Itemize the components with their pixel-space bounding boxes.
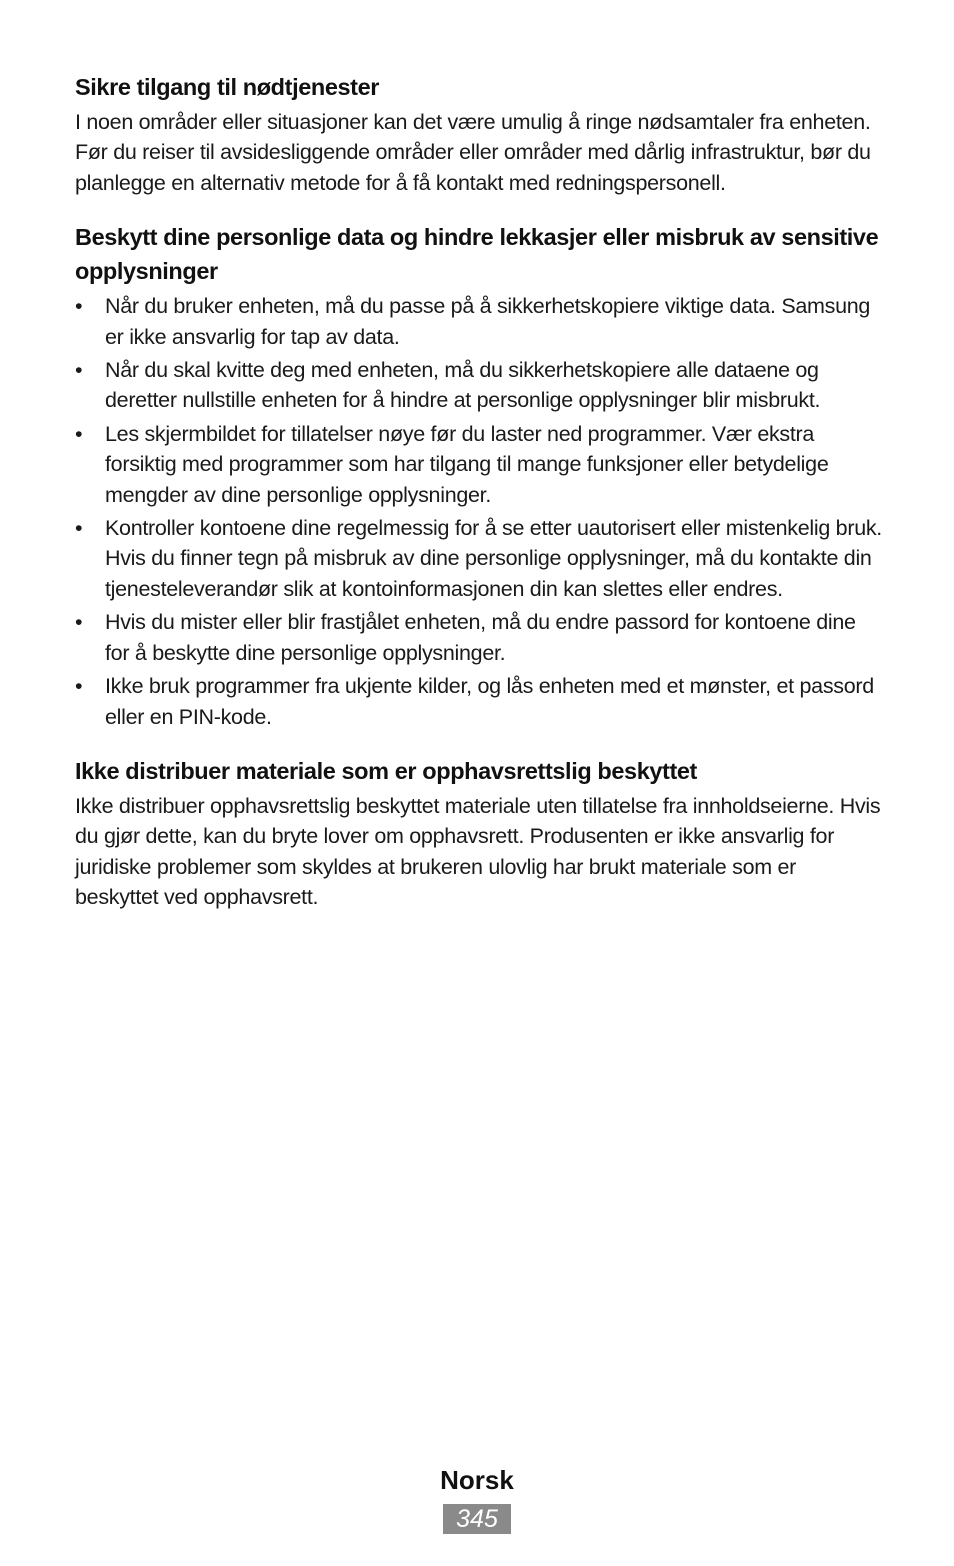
language-label: Norsk: [440, 1465, 514, 1495]
list-item: [75, 419, 885, 510]
section-emergency-access: [75, 70, 885, 198]
section-paragraph: I noen områder eller situasjoner kan det være umulig å ringe nødsamtaler fra enheten. Før du reiser til avsidesliggende områder eller områder med dårlig infrastruktur, bør du planlegge en alternativ metode for å få kontakt med redningspersonell.: [75, 110, 871, 195]
page-number: 345: [443, 1504, 511, 1534]
list-item-text: Hvis du mister eller blir frastjålet enheten, må du endre passord for kontoene dine for å beskytte dine personlige opplysninger.: [105, 610, 856, 665]
list-item: [75, 607, 885, 668]
list-item: [75, 291, 885, 352]
list-item: [75, 355, 885, 416]
list-item-text: Les skjermbildet for tillatelser nøye før du laster ned programmer. Vær ekstra forsiktig med programmer som har tilgang til mange funksjoner eller betydelige mengder av dine personlige opplysninger.: [105, 421, 829, 507]
page-content: [75, 70, 885, 935]
section-heading: Ikke distribuer materiale som er opphavsrettslig beskyttet: [75, 757, 697, 784]
bullet-icon: •: [75, 516, 83, 541]
bullet-icon: •: [75, 421, 83, 446]
section-heading: Beskytt dine personlige data og hindre lekkasjer eller misbruk av sensitive opplysninger: [75, 224, 879, 285]
section-heading: Sikre tilgang til nødtjenester: [75, 74, 379, 100]
bullet-icon: •: [75, 358, 83, 383]
bullet-icon: •: [75, 674, 83, 699]
bullet-icon: •: [75, 294, 83, 319]
page-footer: [0, 1462, 954, 1534]
section-paragraph: Ikke distribuer opphavsrettslig beskyttet materiale uten tillatelse fra innholdseierne. Hvis du gjør dette, kan du bryte lover om opphavsrett. Produsenten er ikke ansvarlig for juridiske problemer som skyldes at brukeren ulovlig har brukt materiale som er beskyttet ved opphavsrett.: [75, 793, 881, 910]
section-copyright: [75, 754, 885, 913]
list-item: [75, 671, 885, 732]
bullet-icon: •: [75, 610, 83, 635]
list-item: [75, 513, 885, 604]
list-item-text: Kontroller kontoene dine regelmessig for å se etter uautorisert eller mistenkelig bruk. Hvis du finner tegn på misbruk av dine personlige opplysninger, må du kontakte din tjenesteleverandør slik at kontoinformasjonen din kan slettes eller endres.: [105, 516, 882, 601]
list-item-text: Ikke bruk programmer fra ukjente kilder, og lås enheten med et mønster, et passord eller en PIN-kode.: [105, 674, 874, 729]
list-item-text: Når du skal kvitte deg med enheten, må du sikkerhetskopiere alle dataene og deretter nullstille enheten for å hindre at personlige opplysninger blir misbrukt.: [105, 358, 821, 413]
list-item-text: Når du bruker enheten, må du passe på å sikkerhetskopiere viktige data. Samsung er ikke ansvarlig for tap av data.: [105, 294, 871, 349]
section-protect-personal-data: [75, 220, 885, 732]
bullet-list: [75, 291, 885, 732]
